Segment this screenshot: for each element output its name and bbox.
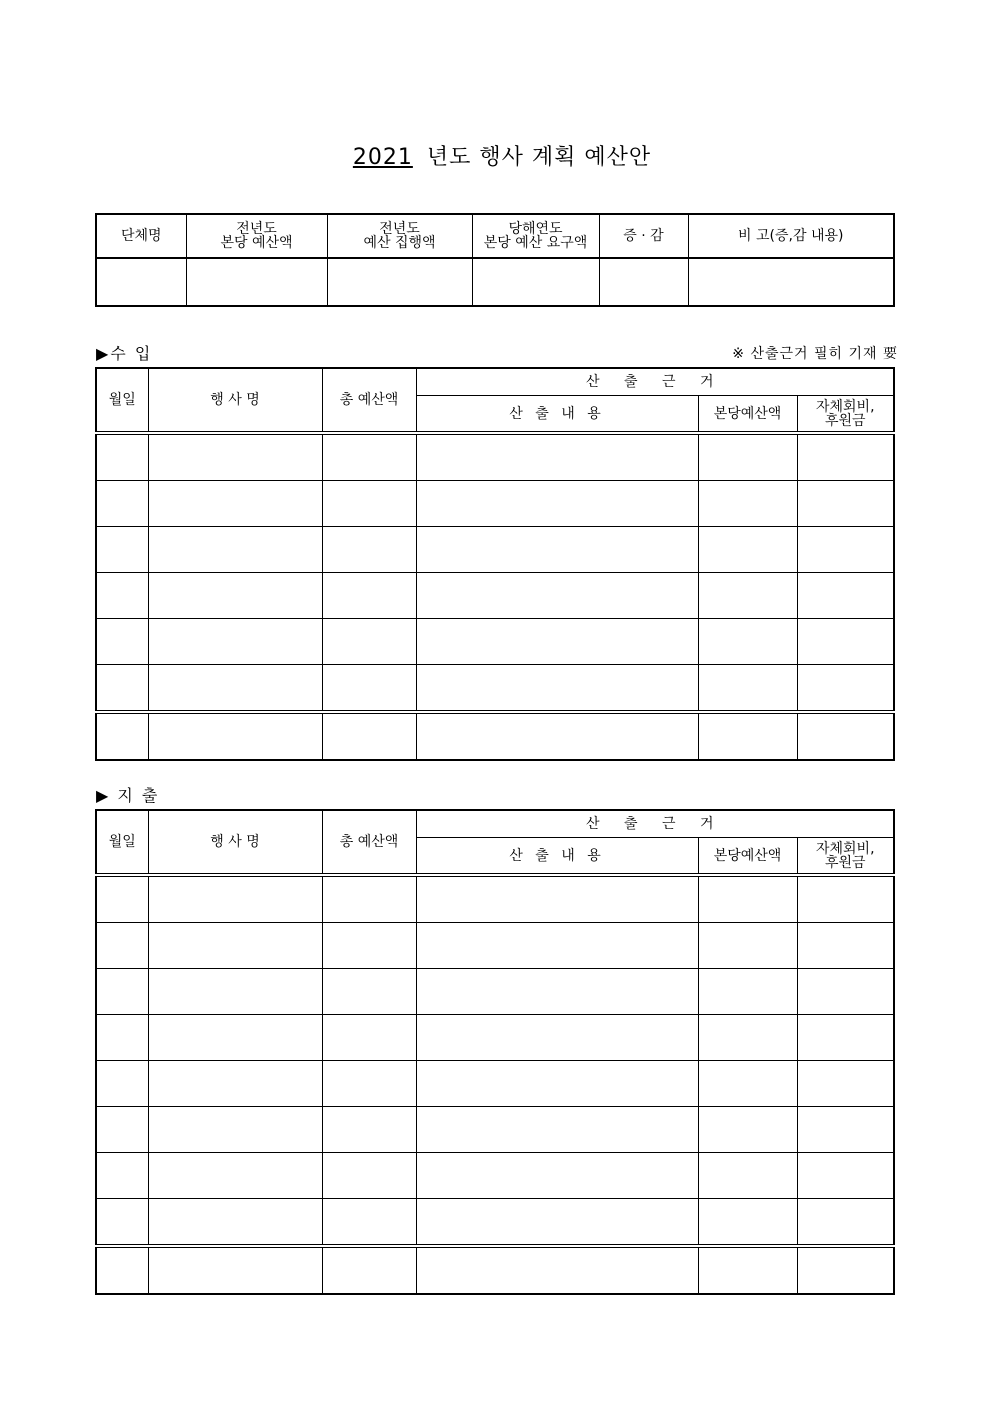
cell-total-budget[interactable]: [322, 1107, 416, 1153]
cell-self-funding[interactable]: [797, 573, 894, 619]
cell-parish-budget[interactable]: [698, 433, 797, 481]
cell-date[interactable]: [96, 1246, 148, 1294]
title-year: 2021: [352, 145, 413, 170]
cell-event-name[interactable]: [148, 619, 322, 665]
table-row: [96, 527, 894, 573]
cell-parish-budget[interactable]: [698, 1153, 797, 1199]
cell-parish-budget[interactable]: [698, 481, 797, 527]
cell-total-budget[interactable]: [322, 433, 416, 481]
cell-parish-budget[interactable]: [698, 1061, 797, 1107]
header-parish-budget: 본당예산액: [698, 396, 797, 434]
cell-total-budget[interactable]: [322, 712, 416, 760]
page-title: [0, 140, 992, 171]
cell-date[interactable]: [96, 712, 148, 760]
cell-parish-budget[interactable]: [698, 969, 797, 1015]
cell-calculation-detail[interactable]: [416, 1246, 698, 1294]
cell-date[interactable]: [96, 875, 148, 923]
cell-self-funding[interactable]: [797, 969, 894, 1015]
header-calculation-detail: 산 출 내 용: [416, 396, 698, 434]
table-row: [96, 665, 894, 713]
cell-self-funding[interactable]: [797, 1015, 894, 1061]
cell-parish-budget[interactable]: [698, 712, 797, 760]
total-row: [96, 1246, 894, 1294]
cell-event-name[interactable]: [148, 665, 322, 713]
cell-event-name[interactable]: [148, 969, 322, 1015]
cell-calculation-detail[interactable]: [416, 433, 698, 481]
cell-self-funding[interactable]: [797, 433, 894, 481]
cell-total-budget[interactable]: [322, 969, 416, 1015]
cell-parish-budget[interactable]: [698, 1199, 797, 1247]
summary-table: [95, 213, 895, 307]
cell-date[interactable]: [96, 573, 148, 619]
cell-total-budget[interactable]: [322, 875, 416, 923]
cell-event-name[interactable]: [148, 1246, 322, 1294]
cell-calculation-detail[interactable]: [416, 969, 698, 1015]
cell-total-budget[interactable]: [322, 527, 416, 573]
cell-self-funding[interactable]: [797, 1153, 894, 1199]
cell-calculation-detail[interactable]: [416, 923, 698, 969]
header-total-budget: 총 예산액: [322, 810, 416, 875]
cell-event-name[interactable]: [148, 1061, 322, 1107]
header-event-name: 행 사 명: [148, 368, 322, 433]
cell-date[interactable]: [96, 1015, 148, 1061]
cell-self-funding[interactable]: [797, 1107, 894, 1153]
table-row: [96, 573, 894, 619]
cell-date[interactable]: [96, 665, 148, 713]
cell-self-funding[interactable]: [797, 481, 894, 527]
cell-self-funding[interactable]: [797, 619, 894, 665]
cell-total-budget[interactable]: [322, 573, 416, 619]
cell-total-budget[interactable]: [322, 1061, 416, 1107]
cell-calculation-detail[interactable]: [416, 665, 698, 713]
cell-calculation-detail[interactable]: [416, 573, 698, 619]
summary-cell[interactable]: [327, 258, 472, 306]
table-row: [96, 1015, 894, 1061]
cell-self-funding[interactable]: [797, 527, 894, 573]
cell-calculation-detail[interactable]: [416, 875, 698, 923]
header-date: 월일: [96, 368, 148, 433]
cell-parish-budget[interactable]: [698, 527, 797, 573]
cell-parish-budget[interactable]: [698, 573, 797, 619]
cell-parish-budget[interactable]: [698, 665, 797, 713]
cell-date[interactable]: [96, 1061, 148, 1107]
cell-parish-budget[interactable]: [698, 1107, 797, 1153]
summary-cell[interactable]: [599, 258, 688, 306]
cell-date[interactable]: [96, 1153, 148, 1199]
summary-row: [96, 258, 894, 306]
cell-parish-budget[interactable]: [698, 875, 797, 923]
cell-date[interactable]: [96, 481, 148, 527]
income-table: [95, 367, 895, 761]
calculation-note: ※ 산출근거 필히 기재 要: [732, 346, 898, 362]
table-row: [96, 481, 894, 527]
cell-parish-budget[interactable]: [698, 619, 797, 665]
cell-parish-budget[interactable]: [698, 1015, 797, 1061]
cell-date[interactable]: [96, 433, 148, 481]
cell-total-budget[interactable]: [322, 1015, 416, 1061]
header-parish-budget: 본당예산액: [698, 838, 797, 876]
cell-total-budget[interactable]: [322, 1153, 416, 1199]
cell-event-name[interactable]: [148, 573, 322, 619]
cell-self-funding[interactable]: [797, 923, 894, 969]
title-text: 년도 행사 계획 예산안: [426, 145, 652, 170]
cell-calculation-detail[interactable]: [416, 712, 698, 760]
cell-event-name[interactable]: [148, 1107, 322, 1153]
cell-date[interactable]: [96, 619, 148, 665]
cell-self-funding[interactable]: [797, 875, 894, 923]
header-total-budget: 총 예산액: [322, 368, 416, 433]
cell-calculation-detail[interactable]: [416, 1199, 698, 1247]
cell-event-name[interactable]: [148, 1153, 322, 1199]
summary-header-request: 당해연도 본당 예산 요구액: [472, 214, 599, 258]
cell-event-name[interactable]: [148, 527, 322, 573]
expense-table: [95, 809, 895, 1295]
cell-calculation-detail[interactable]: [416, 527, 698, 573]
cell-total-budget[interactable]: [322, 1246, 416, 1294]
cell-event-name[interactable]: [148, 481, 322, 527]
cell-calculation-detail[interactable]: [416, 1061, 698, 1107]
cell-event-name[interactable]: [148, 875, 322, 923]
cell-event-name[interactable]: [148, 1015, 322, 1061]
header-self-funding: 자체회비, 후원금: [797, 396, 894, 434]
summary-header-change: 증 · 감: [599, 214, 688, 258]
income-section-label: ▶수 입: [96, 344, 153, 363]
header-calculation-detail: 산 출 내 용: [416, 838, 698, 876]
table-row: [96, 1107, 894, 1153]
header-calculation-basis: 산 출 근 거: [416, 810, 894, 838]
cell-date[interactable]: [96, 527, 148, 573]
cell-event-name[interactable]: [148, 1199, 322, 1247]
cell-event-name[interactable]: [148, 923, 322, 969]
cell-event-name[interactable]: [148, 433, 322, 481]
cell-total-budget[interactable]: [322, 1199, 416, 1247]
table-row: [96, 969, 894, 1015]
cell-date[interactable]: [96, 1199, 148, 1247]
table-row: [96, 875, 894, 923]
summary-header-prev-spent: 전년도 예산 집행액: [327, 214, 472, 258]
table-row: [96, 1153, 894, 1199]
table-row: [96, 923, 894, 969]
expense-section-label: ▶ 지 출: [96, 786, 160, 805]
cell-self-funding[interactable]: [797, 1246, 894, 1294]
cell-calculation-detail[interactable]: [416, 1107, 698, 1153]
total-row: [96, 712, 894, 760]
summary-cell[interactable]: [96, 258, 186, 306]
cell-event-name[interactable]: [148, 712, 322, 760]
cell-self-funding[interactable]: [797, 1199, 894, 1247]
cell-date[interactable]: [96, 1107, 148, 1153]
cell-total-budget[interactable]: [322, 481, 416, 527]
header-date: 월일: [96, 810, 148, 875]
table-row: [96, 1199, 894, 1247]
header-event-name: 행 사 명: [148, 810, 322, 875]
cell-self-funding[interactable]: [797, 712, 894, 760]
header-self-funding: 자체회비, 후원금: [797, 838, 894, 876]
cell-calculation-detail[interactable]: [416, 619, 698, 665]
cell-calculation-detail[interactable]: [416, 481, 698, 527]
table-row: [96, 433, 894, 481]
summary-cell[interactable]: [688, 258, 894, 306]
summary-header-remarks: 비 고(증,감 내용): [688, 214, 894, 258]
summary-header-prev-budget: 전년도 본당 예산액: [186, 214, 327, 258]
cell-parish-budget[interactable]: [698, 923, 797, 969]
header-calculation-basis: 산 출 근 거: [416, 368, 894, 396]
cell-total-budget[interactable]: [322, 665, 416, 713]
cell-self-funding[interactable]: [797, 665, 894, 713]
cell-parish-budget[interactable]: [698, 1246, 797, 1294]
cell-calculation-detail[interactable]: [416, 1153, 698, 1199]
cell-total-budget[interactable]: [322, 619, 416, 665]
summary-header-group: 단체명: [96, 214, 186, 258]
table-row: [96, 1061, 894, 1107]
summary-cell[interactable]: [472, 258, 599, 306]
cell-total-budget[interactable]: [322, 923, 416, 969]
summary-cell[interactable]: [186, 258, 327, 306]
cell-calculation-detail[interactable]: [416, 1015, 698, 1061]
cell-date[interactable]: [96, 923, 148, 969]
cell-self-funding[interactable]: [797, 1061, 894, 1107]
table-row: [96, 619, 894, 665]
cell-date[interactable]: [96, 969, 148, 1015]
